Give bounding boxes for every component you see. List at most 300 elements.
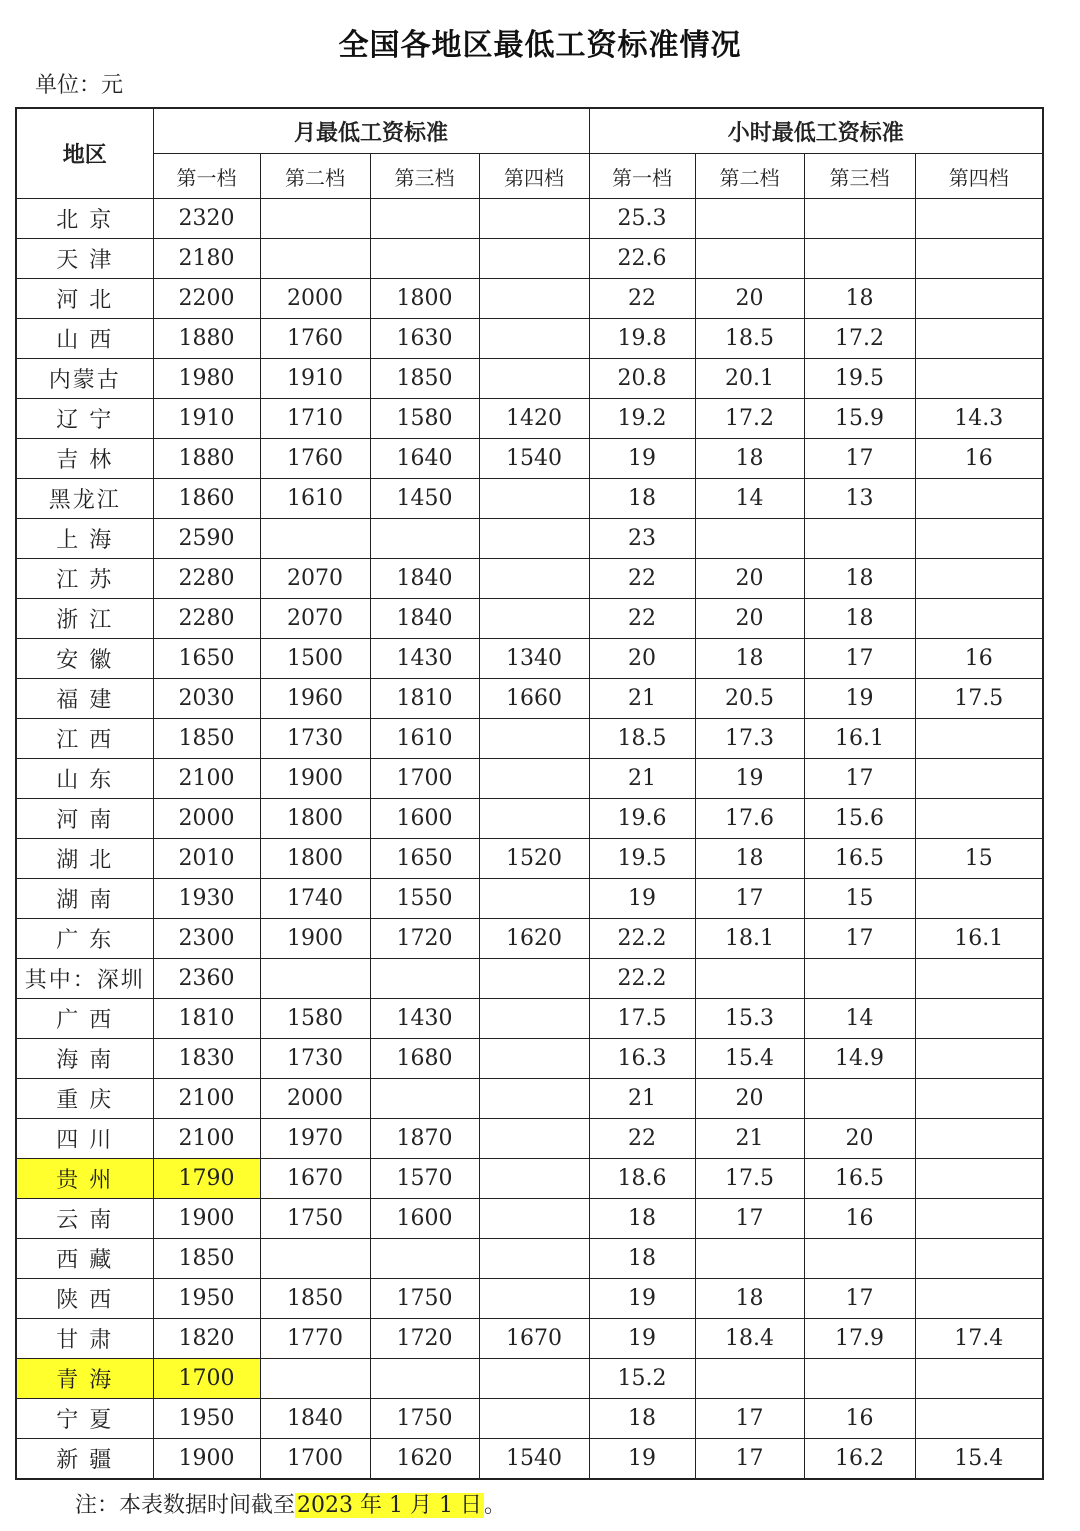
table-row [16, 1079, 1043, 1119]
table-row [16, 1399, 1043, 1439]
region-cell: 其中：深圳 [16, 959, 153, 999]
hourly-tier-3-cell: 19 [804, 679, 915, 719]
region-cell: 青 海 [16, 1359, 153, 1399]
table-row [16, 1319, 1043, 1359]
monthly-tier-1-cell: 1950 [153, 1279, 260, 1319]
hourly-tier-1-cell: 18 [589, 479, 695, 519]
hourly-tier-1-cell: 23 [589, 519, 695, 559]
monthly-tier-3-cell: 1450 [370, 479, 479, 519]
hourly-tier-1-cell: 19 [589, 879, 695, 919]
monthly-tier-3-cell: 1720 [370, 1319, 479, 1359]
hourly-tier-4-cell [915, 319, 1043, 359]
header-hourly-tier-2: 第二档 [695, 154, 804, 199]
region-cell: 山 西 [16, 319, 153, 359]
hourly-tier-1-cell: 16.3 [589, 1039, 695, 1079]
monthly-tier-2-cell: 1740 [260, 879, 370, 919]
header-monthly-group: 月最低工资标准 [153, 108, 589, 154]
region-cell: 天 津 [16, 239, 153, 279]
monthly-tier-3-cell: 1600 [370, 1199, 479, 1239]
monthly-tier-3-cell: 1840 [370, 559, 479, 599]
hourly-tier-1-cell: 15.2 [589, 1359, 695, 1399]
monthly-tier-4-cell [479, 599, 589, 639]
hourly-tier-3-cell: 17 [804, 1279, 915, 1319]
header-monthly-tier-2: 第二档 [260, 154, 370, 199]
hourly-tier-4-cell: 15 [915, 839, 1043, 879]
hourly-tier-3-cell: 17 [804, 439, 915, 479]
hourly-tier-1-cell: 22.6 [589, 239, 695, 279]
hourly-tier-3-cell: 13 [804, 479, 915, 519]
monthly-tier-3-cell: 1570 [370, 1159, 479, 1199]
hourly-tier-2-cell [695, 959, 804, 999]
monthly-tier-1-cell: 1900 [153, 1439, 260, 1480]
monthly-tier-4-cell [479, 1039, 589, 1079]
monthly-tier-1-cell: 1810 [153, 999, 260, 1039]
region-cell: 广 西 [16, 999, 153, 1039]
hourly-tier-4-cell: 16.1 [915, 919, 1043, 959]
monthly-tier-2-cell [260, 959, 370, 999]
monthly-tier-2-cell: 1800 [260, 799, 370, 839]
hourly-tier-1-cell: 19 [589, 1439, 695, 1480]
hourly-tier-2-cell: 17 [695, 1199, 804, 1239]
region-cell: 黑龙江 [16, 479, 153, 519]
hourly-tier-3-cell: 14 [804, 999, 915, 1039]
table-row [16, 279, 1043, 319]
region-cell: 江 西 [16, 719, 153, 759]
monthly-tier-1-cell: 2360 [153, 959, 260, 999]
monthly-tier-3-cell: 1700 [370, 759, 479, 799]
region-cell: 浙 江 [16, 599, 153, 639]
monthly-tier-3-cell [370, 959, 479, 999]
monthly-tier-2-cell [260, 239, 370, 279]
monthly-tier-2-cell: 1670 [260, 1159, 370, 1199]
monthly-tier-4-cell [479, 559, 589, 599]
monthly-tier-4-cell [479, 1199, 589, 1239]
monthly-tier-1-cell: 2010 [153, 839, 260, 879]
region-cell: 贵 州 [16, 1159, 153, 1199]
hourly-tier-3-cell [804, 239, 915, 279]
monthly-tier-3-cell: 1640 [370, 439, 479, 479]
hourly-tier-3-cell: 18 [804, 559, 915, 599]
monthly-tier-1-cell: 2000 [153, 799, 260, 839]
hourly-tier-1-cell: 19.2 [589, 399, 695, 439]
monthly-tier-4-cell [479, 1119, 589, 1159]
monthly-tier-1-cell: 1880 [153, 319, 260, 359]
region-cell: 海 南 [16, 1039, 153, 1079]
hourly-tier-4-cell [915, 519, 1043, 559]
monthly-tier-1-cell: 2300 [153, 919, 260, 959]
monthly-tier-3-cell: 1610 [370, 719, 479, 759]
hourly-tier-2-cell: 20.1 [695, 359, 804, 399]
hourly-tier-1-cell: 20 [589, 639, 695, 679]
header-monthly-tier-3: 第三档 [370, 154, 479, 199]
table-row [16, 959, 1043, 999]
monthly-tier-2-cell: 1500 [260, 639, 370, 679]
monthly-tier-4-cell: 1540 [479, 1439, 589, 1480]
monthly-tier-1-cell: 1860 [153, 479, 260, 519]
monthly-tier-1-cell: 2280 [153, 559, 260, 599]
table-row [16, 239, 1043, 279]
hourly-tier-1-cell: 25.3 [589, 199, 695, 239]
hourly-tier-3-cell: 17 [804, 639, 915, 679]
hourly-tier-2-cell: 17.6 [695, 799, 804, 839]
region-cell: 河 北 [16, 279, 153, 319]
table-row [16, 1239, 1043, 1279]
monthly-tier-3-cell: 1720 [370, 919, 479, 959]
monthly-tier-3-cell: 1870 [370, 1119, 479, 1159]
hourly-tier-3-cell: 14.9 [804, 1039, 915, 1079]
monthly-tier-3-cell: 1810 [370, 679, 479, 719]
table-row [16, 199, 1043, 239]
table-row [16, 559, 1043, 599]
monthly-tier-1-cell: 2030 [153, 679, 260, 719]
monthly-tier-2-cell: 1900 [260, 759, 370, 799]
hourly-tier-1-cell: 19 [589, 1319, 695, 1359]
hourly-tier-1-cell: 19.8 [589, 319, 695, 359]
hourly-tier-3-cell: 16.1 [804, 719, 915, 759]
hourly-tier-2-cell: 18 [695, 639, 804, 679]
monthly-tier-3-cell: 1650 [370, 839, 479, 879]
hourly-tier-2-cell: 18 [695, 839, 804, 879]
hourly-tier-2-cell: 20 [695, 559, 804, 599]
region-cell: 湖 北 [16, 839, 153, 879]
monthly-tier-1-cell: 2100 [153, 759, 260, 799]
monthly-tier-4-cell: 1670 [479, 1319, 589, 1359]
monthly-tier-4-cell: 1620 [479, 919, 589, 959]
monthly-tier-3-cell [370, 1359, 479, 1399]
monthly-tier-3-cell: 1550 [370, 879, 479, 919]
monthly-tier-4-cell [479, 1359, 589, 1399]
monthly-tier-1-cell: 2280 [153, 599, 260, 639]
monthly-tier-2-cell: 1910 [260, 359, 370, 399]
hourly-tier-2-cell: 19 [695, 759, 804, 799]
region-cell: 山 东 [16, 759, 153, 799]
monthly-tier-1-cell: 1850 [153, 719, 260, 759]
region-cell: 上 海 [16, 519, 153, 559]
table-row [16, 879, 1043, 919]
hourly-tier-3-cell: 18 [804, 599, 915, 639]
monthly-tier-1-cell: 1790 [153, 1159, 260, 1199]
monthly-tier-3-cell [370, 199, 479, 239]
monthly-tier-1-cell: 1900 [153, 1199, 260, 1239]
table-row [16, 1199, 1043, 1239]
header-hourly-tier-1: 第一档 [589, 154, 695, 199]
monthly-tier-2-cell: 1770 [260, 1319, 370, 1359]
monthly-tier-4-cell [479, 759, 589, 799]
monthly-tier-1-cell: 2100 [153, 1119, 260, 1159]
hourly-tier-3-cell: 16 [804, 1399, 915, 1439]
hourly-tier-4-cell: 17.5 [915, 679, 1043, 719]
hourly-tier-2-cell: 17.5 [695, 1159, 804, 1199]
monthly-tier-3-cell: 1800 [370, 279, 479, 319]
hourly-tier-1-cell: 22 [589, 279, 695, 319]
monthly-tier-4-cell [479, 1399, 589, 1439]
region-cell: 云 南 [16, 1199, 153, 1239]
monthly-tier-3-cell: 1680 [370, 1039, 479, 1079]
monthly-tier-3-cell: 1430 [370, 639, 479, 679]
monthly-tier-2-cell: 1760 [260, 319, 370, 359]
table-row [16, 1119, 1043, 1159]
hourly-tier-1-cell: 18 [589, 1199, 695, 1239]
table-row [16, 519, 1043, 559]
hourly-tier-3-cell: 15 [804, 879, 915, 919]
monthly-tier-1-cell: 2590 [153, 519, 260, 559]
hourly-tier-4-cell [915, 479, 1043, 519]
hourly-tier-4-cell [915, 719, 1043, 759]
hourly-tier-2-cell: 17.3 [695, 719, 804, 759]
footnote [75, 1488, 506, 1519]
region-cell: 河 南 [16, 799, 153, 839]
table-row [16, 1439, 1043, 1480]
hourly-tier-4-cell: 17.4 [915, 1319, 1043, 1359]
monthly-tier-2-cell: 1730 [260, 1039, 370, 1079]
hourly-tier-2-cell: 20.5 [695, 679, 804, 719]
table-row [16, 919, 1043, 959]
hourly-tier-4-cell [915, 359, 1043, 399]
hourly-tier-4-cell [915, 239, 1043, 279]
monthly-tier-4-cell [479, 1279, 589, 1319]
table-row [16, 839, 1043, 879]
monthly-tier-1-cell: 2100 [153, 1079, 260, 1119]
monthly-tier-4-cell [479, 999, 589, 1039]
monthly-tier-3-cell: 1580 [370, 399, 479, 439]
hourly-tier-3-cell [804, 1239, 915, 1279]
hourly-tier-2-cell: 18 [695, 1279, 804, 1319]
hourly-tier-4-cell [915, 1399, 1043, 1439]
monthly-tier-3-cell [370, 1239, 479, 1279]
hourly-tier-4-cell [915, 1119, 1043, 1159]
hourly-tier-3-cell [804, 1079, 915, 1119]
monthly-tier-4-cell [479, 959, 589, 999]
monthly-tier-4-cell [479, 799, 589, 839]
hourly-tier-3-cell: 16.5 [804, 1159, 915, 1199]
monthly-tier-2-cell: 2070 [260, 599, 370, 639]
hourly-tier-4-cell [915, 279, 1043, 319]
monthly-tier-1-cell: 1820 [153, 1319, 260, 1359]
hourly-tier-4-cell [915, 559, 1043, 599]
hourly-tier-3-cell: 18 [804, 279, 915, 319]
monthly-tier-4-cell: 1540 [479, 439, 589, 479]
monthly-tier-4-cell [479, 879, 589, 919]
monthly-tier-1-cell: 1850 [153, 1239, 260, 1279]
monthly-tier-2-cell: 1840 [260, 1399, 370, 1439]
hourly-tier-1-cell: 21 [589, 759, 695, 799]
hourly-tier-1-cell: 17.5 [589, 999, 695, 1039]
monthly-tier-2-cell: 2070 [260, 559, 370, 599]
hourly-tier-3-cell: 17.9 [804, 1319, 915, 1359]
monthly-tier-2-cell: 1850 [260, 1279, 370, 1319]
table-row [16, 1039, 1043, 1079]
monthly-tier-4-cell [479, 479, 589, 519]
hourly-tier-2-cell: 15.3 [695, 999, 804, 1039]
monthly-tier-4-cell [479, 279, 589, 319]
hourly-tier-2-cell: 21 [695, 1119, 804, 1159]
hourly-tier-3-cell: 16 [804, 1199, 915, 1239]
header-region: 地区 [16, 108, 153, 199]
hourly-tier-2-cell [695, 519, 804, 559]
monthly-tier-2-cell [260, 519, 370, 559]
monthly-tier-3-cell: 1840 [370, 599, 479, 639]
hourly-tier-2-cell [695, 1239, 804, 1279]
hourly-tier-1-cell: 21 [589, 679, 695, 719]
monthly-tier-1-cell: 2200 [153, 279, 260, 319]
hourly-tier-1-cell: 19.5 [589, 839, 695, 879]
hourly-tier-2-cell [695, 199, 804, 239]
hourly-tier-4-cell [915, 999, 1043, 1039]
monthly-tier-1-cell: 1880 [153, 439, 260, 479]
table-row [16, 999, 1043, 1039]
hourly-tier-2-cell: 20 [695, 599, 804, 639]
hourly-tier-1-cell: 22.2 [589, 919, 695, 959]
hourly-tier-3-cell: 19.5 [804, 359, 915, 399]
hourly-tier-4-cell [915, 1199, 1043, 1239]
unit-label: 单位：元 [35, 73, 124, 98]
hourly-tier-1-cell: 18 [589, 1239, 695, 1279]
table-row [16, 1159, 1043, 1199]
hourly-tier-3-cell: 16.2 [804, 1439, 915, 1480]
table-row [16, 679, 1043, 719]
hourly-tier-2-cell: 18.5 [695, 319, 804, 359]
hourly-tier-4-cell [915, 759, 1043, 799]
hourly-tier-3-cell [804, 959, 915, 999]
hourly-tier-2-cell: 18.4 [695, 1319, 804, 1359]
monthly-tier-3-cell [370, 239, 479, 279]
hourly-tier-3-cell: 15.9 [804, 399, 915, 439]
hourly-tier-4-cell [915, 599, 1043, 639]
table-row [16, 719, 1043, 759]
hourly-tier-3-cell: 17.2 [804, 319, 915, 359]
table-row [16, 599, 1043, 639]
monthly-tier-1-cell: 1950 [153, 1399, 260, 1439]
table-body [16, 199, 1043, 1480]
region-cell: 广 东 [16, 919, 153, 959]
monthly-tier-1-cell: 1650 [153, 639, 260, 679]
hourly-tier-4-cell [915, 879, 1043, 919]
hourly-tier-3-cell [804, 519, 915, 559]
monthly-tier-4-cell [479, 1159, 589, 1199]
region-cell: 北 京 [16, 199, 153, 239]
monthly-tier-4-cell [479, 199, 589, 239]
region-cell: 福 建 [16, 679, 153, 719]
monthly-tier-2-cell: 1760 [260, 439, 370, 479]
hourly-tier-1-cell: 18.6 [589, 1159, 695, 1199]
region-cell: 西 藏 [16, 1239, 153, 1279]
hourly-tier-4-cell: 16 [915, 439, 1043, 479]
monthly-tier-2-cell: 1580 [260, 999, 370, 1039]
hourly-tier-2-cell: 15.4 [695, 1039, 804, 1079]
hourly-tier-1-cell: 22 [589, 1119, 695, 1159]
header-monthly-tier-1: 第一档 [153, 154, 260, 199]
footnote-prefix: 注：本表数据时间截至 [75, 1493, 296, 1518]
hourly-tier-4-cell [915, 1359, 1043, 1399]
hourly-tier-1-cell: 21 [589, 1079, 695, 1119]
monthly-tier-2-cell: 1710 [260, 399, 370, 439]
monthly-tier-2-cell [260, 1359, 370, 1399]
monthly-tier-2-cell [260, 1239, 370, 1279]
page-title: 全国各地区最低工资标准情况 [338, 28, 742, 63]
hourly-tier-4-cell [915, 1159, 1043, 1199]
hourly-tier-2-cell [695, 1359, 804, 1399]
monthly-tier-2-cell: 1970 [260, 1119, 370, 1159]
header-hourly-tier-4: 第四档 [915, 154, 1043, 199]
monthly-tier-1-cell: 1700 [153, 1359, 260, 1399]
hourly-tier-4-cell [915, 1039, 1043, 1079]
table-row [16, 399, 1043, 439]
footnote-suffix: 。 [483, 1493, 506, 1518]
monthly-tier-4-cell: 1660 [479, 679, 589, 719]
hourly-tier-4-cell: 15.4 [915, 1439, 1043, 1480]
monthly-tier-4-cell [479, 1079, 589, 1119]
monthly-tier-1-cell: 1980 [153, 359, 260, 399]
region-cell: 吉 林 [16, 439, 153, 479]
table-row [16, 439, 1043, 479]
hourly-tier-2-cell: 17.2 [695, 399, 804, 439]
header-hourly-group: 小时最低工资标准 [589, 108, 1043, 154]
monthly-tier-3-cell: 1750 [370, 1399, 479, 1439]
table-row [16, 319, 1043, 359]
hourly-tier-4-cell: 16 [915, 639, 1043, 679]
monthly-tier-4-cell [479, 319, 589, 359]
hourly-tier-3-cell: 15.6 [804, 799, 915, 839]
monthly-tier-1-cell: 1910 [153, 399, 260, 439]
table-row [16, 639, 1043, 679]
hourly-tier-1-cell: 22 [589, 559, 695, 599]
table-row [16, 359, 1043, 399]
hourly-tier-2-cell: 14 [695, 479, 804, 519]
table-row [16, 479, 1043, 519]
table-row [16, 799, 1043, 839]
region-cell: 陕 西 [16, 1279, 153, 1319]
hourly-tier-2-cell: 20 [695, 1079, 804, 1119]
monthly-tier-3-cell [370, 519, 479, 559]
hourly-tier-2-cell: 17 [695, 1399, 804, 1439]
monthly-tier-1-cell: 1930 [153, 879, 260, 919]
region-cell: 辽 宁 [16, 399, 153, 439]
hourly-tier-2-cell: 17 [695, 1439, 804, 1480]
monthly-tier-2-cell [260, 199, 370, 239]
table-row [16, 1279, 1043, 1319]
hourly-tier-3-cell: 20 [804, 1119, 915, 1159]
monthly-tier-2-cell: 1900 [260, 919, 370, 959]
monthly-tier-3-cell [370, 1079, 479, 1119]
monthly-tier-3-cell: 1430 [370, 999, 479, 1039]
monthly-tier-4-cell: 1340 [479, 639, 589, 679]
header-monthly-tier-4: 第四档 [479, 154, 589, 199]
monthly-tier-3-cell: 1630 [370, 319, 479, 359]
hourly-tier-4-cell [915, 199, 1043, 239]
region-cell: 内蒙古 [16, 359, 153, 399]
wage-table [15, 107, 1044, 1480]
region-cell: 四 川 [16, 1119, 153, 1159]
hourly-tier-4-cell [915, 799, 1043, 839]
hourly-tier-3-cell [804, 1359, 915, 1399]
hourly-tier-2-cell: 17 [695, 879, 804, 919]
monthly-tier-4-cell [479, 1239, 589, 1279]
hourly-tier-1-cell: 22.2 [589, 959, 695, 999]
region-cell: 重 庆 [16, 1079, 153, 1119]
footnote-date-highlight: 2023 年 1 月 1 日 [297, 1493, 482, 1518]
hourly-tier-3-cell: 17 [804, 919, 915, 959]
monthly-tier-2-cell: 2000 [260, 1079, 370, 1119]
hourly-tier-2-cell: 18 [695, 439, 804, 479]
hourly-tier-1-cell: 19 [589, 439, 695, 479]
monthly-tier-4-cell [479, 239, 589, 279]
hourly-tier-1-cell: 20.8 [589, 359, 695, 399]
monthly-tier-1-cell: 2320 [153, 199, 260, 239]
table-row [16, 759, 1043, 799]
region-cell: 宁 夏 [16, 1399, 153, 1439]
hourly-tier-2-cell [695, 239, 804, 279]
header-hourly-tier-3: 第三档 [804, 154, 915, 199]
